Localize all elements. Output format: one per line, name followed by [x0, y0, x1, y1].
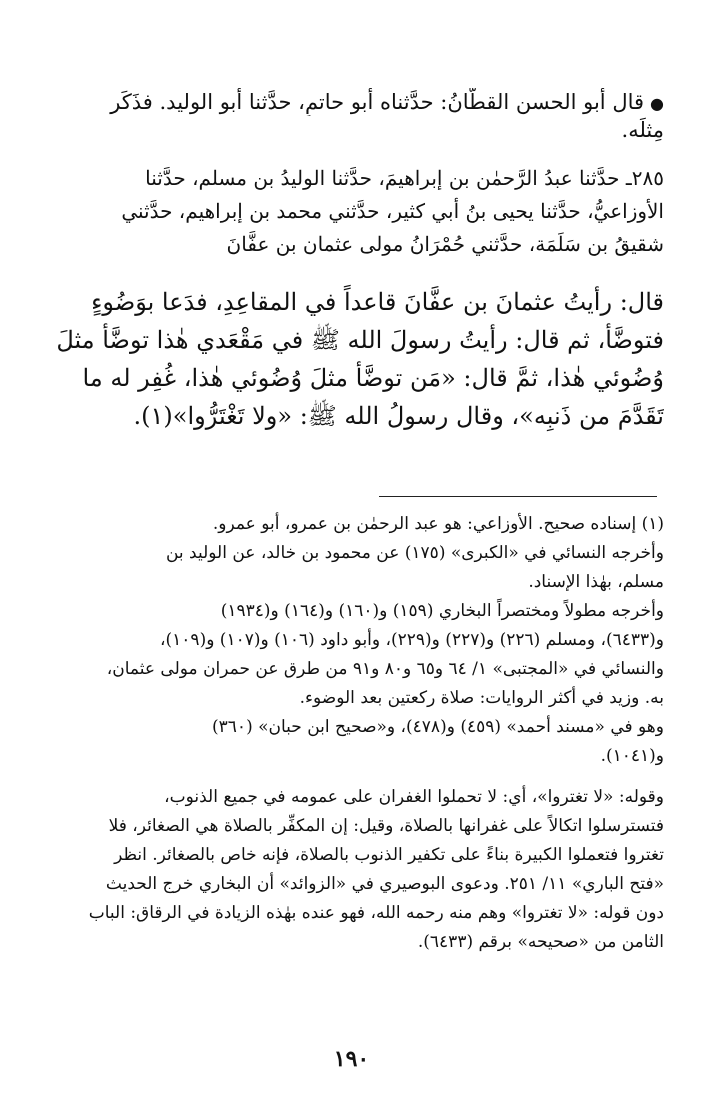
footnote-block-1	[46, 510, 664, 597]
footnote-line: وهو في «مسند أحمد» (٤٥٩) و(٤٧٨)، و«صحيح ابن حبان» (٣٦٠)	[212, 717, 664, 737]
text-line: وُضُوئي هٰذا، ثمَّ قال: «مَن توضَّأ مثلَ وُضُوئي هٰذا، غُفِر له ما	[82, 364, 664, 392]
footnote-block-2	[46, 597, 664, 713]
footnote-line: وأخرجه النسائي في «الكبرى» (١٧٥) عن محمود بن خالد، عن الوليد بن	[165, 543, 664, 563]
footnote-line: فتسترسلوا اتكالاً على غفرانها بالصلاة، وقيل: إن المكفِّر بالصلاة هي الصغائر، فلا	[108, 816, 664, 836]
text-line: الأوزاعيُّ، حدَّثنا يحيى بنُ أبي كثير، حدَّثني محمد بن إبراهيم، حدَّثني	[121, 199, 664, 223]
footnote-line: «فتح الباري» ١١/ ٢٥١. ودعوى البوصيري في «الزوائد» أن البخاري خرج الحديث	[105, 874, 664, 894]
footnote-block-3	[46, 713, 664, 771]
footnote-line: الثامن من «صحيحه» برقم (٦٤٣٣).	[417, 932, 664, 952]
footnote-line: والنسائي في «المجتبى» ١/ ٦٤ و٦٥ و٨٠ و٩١ من طرق عن حمران مولى عثمان،	[106, 659, 664, 679]
paragraph-hadith-matn	[46, 283, 664, 435]
footnotes	[46, 510, 664, 957]
text-line: فتوضَّأ، ثم قال: رأيتُ رسولَ الله ﷺ في مَقْعَدي هٰذا توضَّأ مثلَ	[56, 326, 664, 354]
footnote-line: به. وزيد في أكثر الروايات: صلاة ركعتين بعد الوضوء.	[299, 688, 664, 708]
footnote-line: و(١٠٤١).	[600, 746, 664, 766]
footnote-line: و(٦٤٣٣)، ومسلم (٢٢٦) و(٢٢٧) و(٢٢٩)، وأبو داود (١٠٦) و(١٠٧) و(١٠٩)،	[160, 630, 664, 650]
footnote-line: دون قوله: «لا تغتروا» وهم منه رحمه الله، فهو عنده بهٰذه الزيادة في الرقاق: الباب	[88, 903, 664, 923]
main-text	[46, 88, 664, 435]
footnote-line: وأخرجه مطولاً ومختصراً البخاري (١٥٩) و(١٦٠) و(١٦٤) و(١٩٣٤)	[220, 601, 664, 621]
text-line: ٢٨٥ـ حدَّثنا عبدُ الرَّحمٰن بن إبراهيمَ، حدَّثنا الوليدُ بن مسلم، حدَّثنا	[145, 166, 664, 190]
text-line: تَقَدَّمَ من ذَنبِه»، وقال رسولُ الله ﷺ: «ولا تَغْتَرُّوا»(١).	[133, 402, 664, 430]
footnote-line: (١) إسناده صحيح. الأوزاعي: هو عبد الرحمٰن بن عمرو، أبو عمرو.	[212, 514, 664, 534]
text-line: ●قال أبو الحسن القطَّانُ: حدَّثناه أبو حاتمٍ، حدَّثنا أبو الوليد. فذَكَر	[110, 90, 664, 114]
text-line: شقيقُ بن سَلَمَة، حدَّثني حُمْرَانُ مولى عثمان بن عفَّانَ	[226, 232, 664, 256]
paragraph-isnad-285	[46, 162, 664, 261]
footnote-separator	[379, 496, 657, 497]
text-line: قال: رأيتُ عثمانَ بن عفَّانَ قاعداً في المقاعِدِ، فدَعا بوَضُوءٍ	[91, 288, 664, 316]
footnote-line: وقوله: «لا تغتروا»، أي: لا تحملوا الغفران على عمومه في جميع الذنوب،	[164, 787, 664, 807]
footnote-line: تغتروا فتعملوا الكبيرة بناءً على تكفير الذنوب بالصلاة، فإنه خاص بالصغائر. انظر	[114, 845, 664, 865]
page-number: ١٩٠	[333, 1046, 370, 1072]
paragraph-narration-note	[46, 88, 664, 144]
text-line: مِثلَه.	[621, 118, 664, 142]
footnote-block-4	[46, 783, 664, 957]
bullet-icon: ●	[650, 94, 664, 113]
footnote-line: مسلم، بهٰذا الإسناد.	[528, 572, 664, 592]
spacer	[46, 771, 664, 783]
